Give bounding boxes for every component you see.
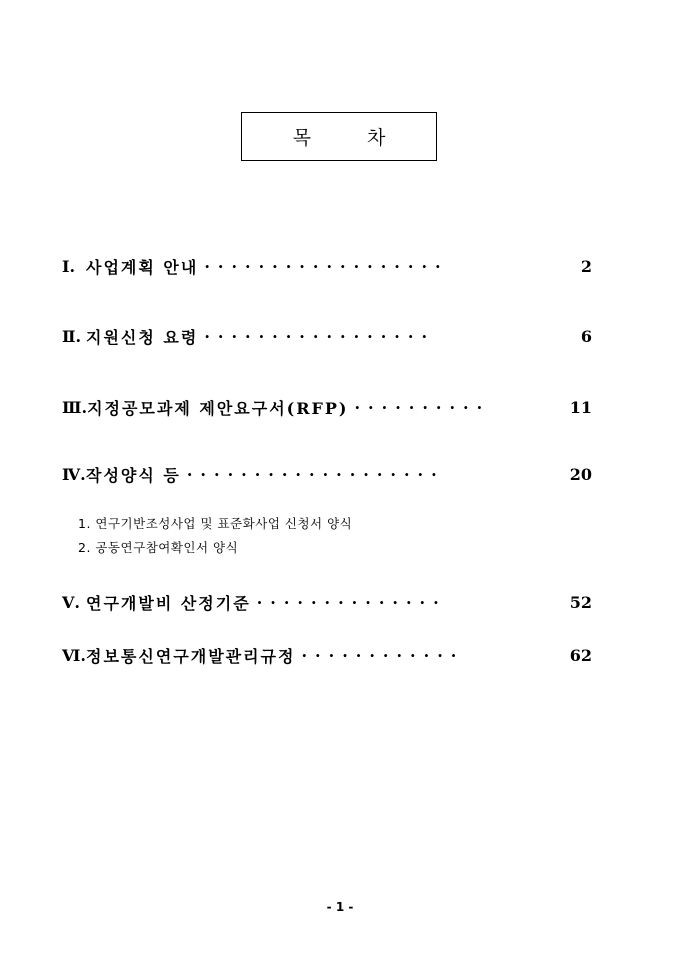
toc-leader-dots: ··················· [186, 464, 445, 484]
toc-leader-dots: ·············· [256, 592, 447, 612]
toc-leader-dots: ·········· [354, 397, 491, 417]
toc-entry-5[interactable] [62, 590, 592, 614]
toc-sub-item-2[interactable]: 2. 공동연구참여확인서 양식 [78, 540, 239, 555]
toc-entry-6[interactable] [62, 643, 592, 667]
toc-leader-dots: ················· [204, 326, 436, 346]
toc-entry-label: 지원신청 요령 [86, 327, 199, 347]
toc-entry-number: Ⅰ. [62, 256, 76, 276]
toc-entry-page: 52 [569, 592, 592, 612]
toc-entry-page: 11 [569, 397, 592, 417]
toc-leader-dots: ············ [301, 645, 465, 665]
toc-entry-page: 6 [580, 326, 592, 346]
toc-sub-item-1[interactable]: 1. 연구기반조성사업 및 표준화사업 신청서 양식 [78, 516, 353, 531]
toc-entry-1[interactable] [62, 254, 592, 278]
toc-entry-label: 사업계획 안내 [86, 257, 199, 277]
toc-title-box [241, 112, 437, 161]
toc-entry-number: Ⅵ. [62, 645, 86, 665]
toc-entry-2[interactable] [62, 324, 592, 348]
toc-entry-label: 지정공모과제 제안요구서(RFP) [87, 398, 349, 418]
toc-entry-number: Ⅲ. [62, 397, 88, 417]
toc-title-right: 차 [367, 127, 386, 149]
toc-entry-number: Ⅳ. [62, 464, 86, 484]
page-number-footer: - 1 - [326, 900, 354, 914]
toc-entry-number: Ⅱ. [62, 326, 82, 346]
toc-entry-number: Ⅴ. [62, 592, 80, 612]
toc-entry-3[interactable] [62, 395, 592, 419]
toc-entry-label: 연구개발비 산정기준 [86, 593, 251, 613]
toc-entry-label: 정보통신연구개발관리규정 [86, 646, 296, 666]
toc-entry-4[interactable] [62, 462, 592, 486]
toc-entry-page: 20 [569, 464, 592, 484]
toc-entry-page: 2 [580, 256, 592, 276]
toc-leader-dots: ·················· [204, 256, 449, 276]
toc-entry-label: 작성양식 등 [86, 465, 181, 485]
toc-entry-page: 62 [569, 645, 592, 665]
toc-title-left: 목 [292, 127, 311, 149]
